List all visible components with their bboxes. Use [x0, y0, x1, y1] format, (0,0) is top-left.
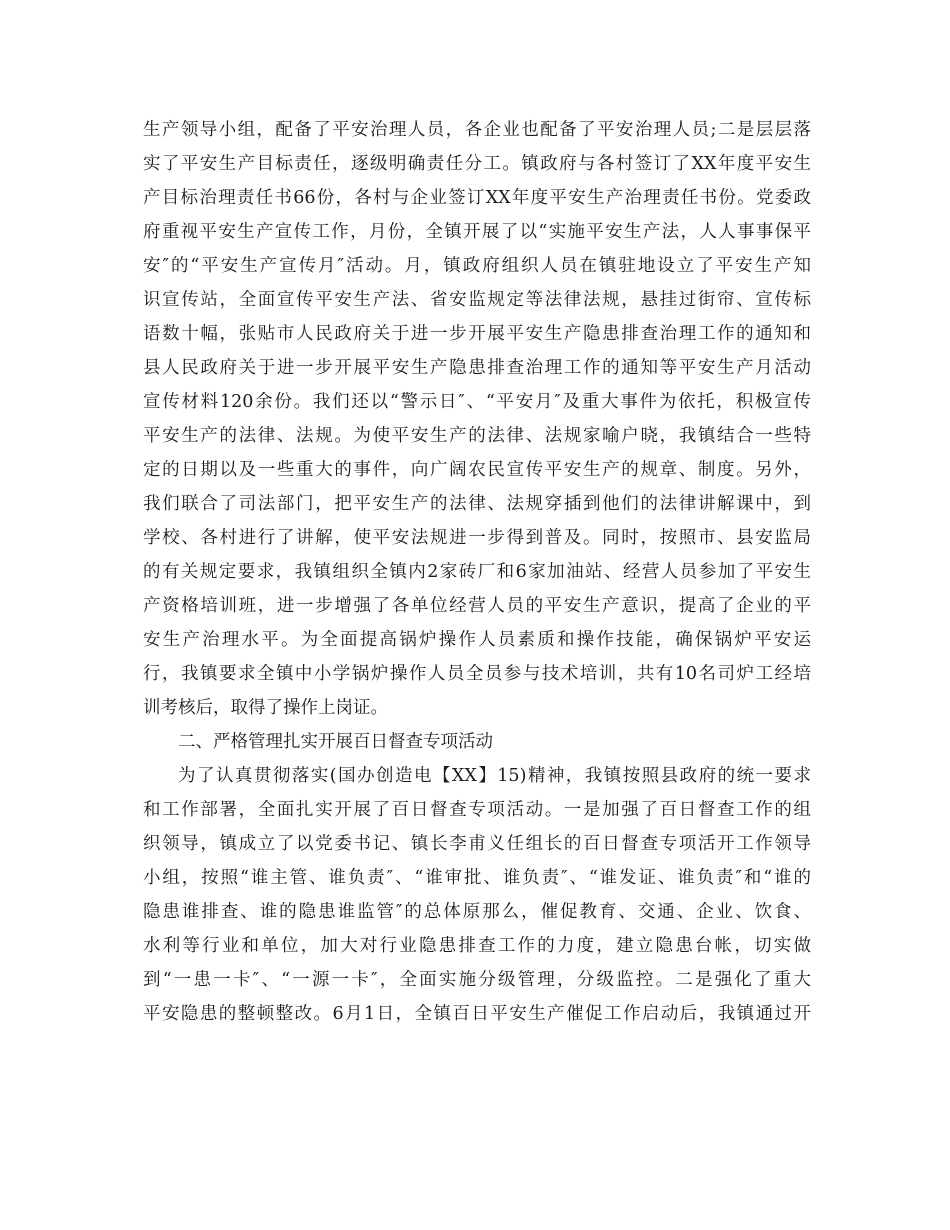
text-line: 我们联合了司法部门，把平安生产的法律、法规穿插到他们的法律讲解课中，到 [143, 494, 811, 514]
text-line: 生产领导小组，配备了平安治理人员，各企业也配备了平安治理人员;二是层层落 [143, 120, 811, 140]
document-body [143, 113, 811, 1031]
text-line: 定的日期以及一些重大的事件，向广阔农民宣传平安生产的规章、制度。另外， [143, 460, 811, 480]
text-line: 为了认真贯彻落实(国办创造电【XX】15)精神，我镇按照县政府的统一要求 [178, 766, 811, 786]
text-line: 平安隐患的整顿整改。6月1日，全镇百日平安生产催促工作启动后，我镇通过开 [143, 1004, 811, 1024]
paragraph-1 [143, 113, 811, 725]
text-line: 学校、各村进行了讲解，使平安法规进一步得到普及。同时，按照市、县安监局 [143, 528, 811, 548]
text-line: 的有关规定要求，我镇组织全镇内2家砖厂和6家加油站、经营人员参加了平安生 [143, 562, 811, 582]
text-line: 安″的“平安生产宣传月″活动。月，镇政府组织人员在镇驻地设立了平安生产知 [143, 256, 811, 276]
text-line: 织领导，镇成立了以党委书记、镇长李甫义任组长的百日督查专项活开工作领导 [143, 834, 811, 854]
text-line: 语数十幅，张贴市人民政府关于进一步开展平安生产隐患排查治理工作的通知和 [143, 324, 811, 344]
text-line: 行，我镇要求全镇中小学锅炉操作人员全员参与技术培训，共有10名司炉工经培 [143, 664, 811, 684]
text-line: 水利等行业和单位，加大对行业隐患排查工作的力度，建立隐患台帐，切实做 [143, 936, 811, 956]
paragraph-2 [143, 759, 811, 1031]
text-line: 宣传材料120余份。我们还以“警示日″、“平安月″及重大事件为依托，积极宣传 [143, 392, 811, 412]
text-line: 和工作部署，全面扎实开展了百日督查专项活动。一是加强了百日督查工作的组 [143, 800, 811, 820]
text-line: 隐患谁排查、谁的隐患谁监管″的总体原那么，催促教育、交通、企业、饮食、 [143, 902, 811, 922]
text-line: 小组，按照“谁主管、谁负责″、“谁审批、谁负责″、“谁发证、谁负责″和“谁的 [143, 868, 811, 888]
text-line: 产资格培训班，进一步增强了各单位经营人员的平安生产意识，提高了企业的平 [143, 596, 811, 616]
text-line: 县人民政府关于进一步开展平安生产隐患排查治理工作的通知等平安生产月活动 [143, 358, 811, 378]
text-line: 训考核后，取得了操作上岗证。 [143, 698, 388, 718]
text-line: 到“一患一卡″、“一源一卡″，全面实施分级管理，分级监控。二是强化了重大 [143, 970, 811, 990]
text-line: 安生产治理水平。为全面提高锅炉操作人员素质和操作技能，确保锅炉平安运 [143, 630, 811, 650]
section-heading: 二、严格管理扎实开展百日督查专项活动 [178, 732, 493, 752]
text-line: 产目标治理责任书66份，各村与企业签订XX年度平安生产治理责任书份。党委政 [143, 188, 811, 208]
text-line: 实了平安生产目标责任，逐级明确责任分工。镇政府与各村签订了XX年度平安生 [143, 154, 811, 174]
text-line: 平安生产的法律、法规。为使平安生产的法律、法规家喻户晓，我镇结合一些特 [143, 426, 811, 446]
text-line: 识宣传站，全面宣传平安生产法、省安监规定等法律法规，悬挂过街帘、宣传标 [143, 290, 811, 310]
text-line: 府重视平安生产宣传工作，月份，全镇开展了以“实施平安生产法，人人事事保平 [143, 222, 811, 242]
